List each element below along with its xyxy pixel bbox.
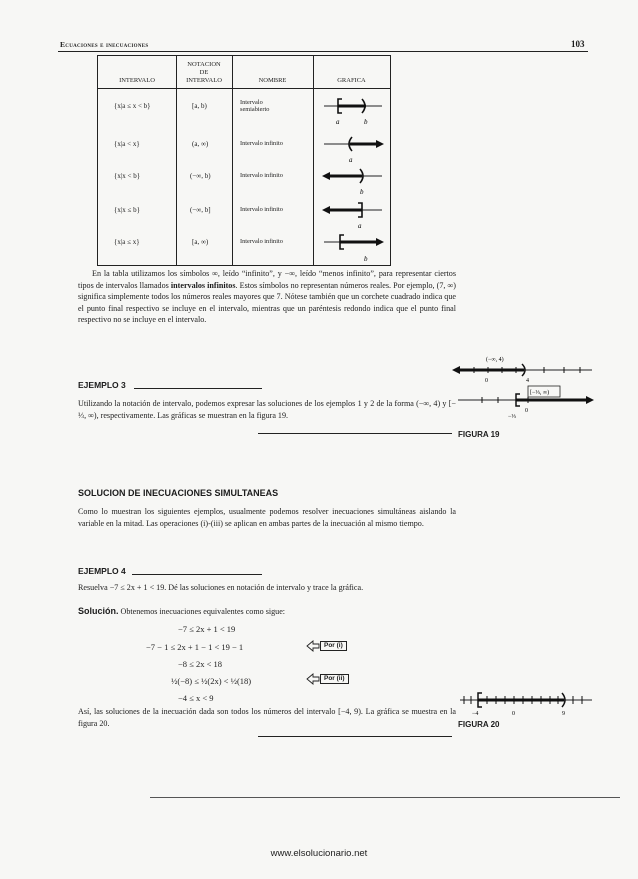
row-3-notation: (−∞, b) [190, 172, 211, 180]
ejemplo-4-solution [78, 606, 456, 618]
section-text: Como lo muestran los siguientes ejemplos, usualmente podemos resolver inecuaciones simultáneas aislando la variable en la mitad. Las operaciones (i)-(iii) se aplican en ambas partes de la inecuación al mismo tiempo. [78, 507, 456, 528]
row-3-interval: {x|x < b} [114, 172, 141, 180]
header-rule [58, 51, 588, 52]
figure-20 [456, 690, 596, 720]
figura-20-caption: FIGURA 20 [458, 720, 500, 729]
page-number: 103 [571, 39, 585, 49]
ejemplo-3-end-rule [258, 433, 452, 434]
row-4-interval: {x|x ≤ b} [114, 206, 140, 214]
paragraph-bold-term: intervalos infinitos [170, 280, 236, 290]
tag-por-ii: Por (ii) [320, 674, 349, 684]
bottom-rule [150, 797, 620, 798]
row-4-name: Intervalo infinito [240, 206, 283, 213]
row-1-name-l2: semiabierto [240, 106, 270, 113]
row-2-notation: (a, ∞) [192, 140, 209, 148]
row-5-label-b: b [364, 255, 368, 263]
row-1-label-b: b [364, 118, 368, 126]
step-3: −8 ≤ 2x < 18 [178, 659, 223, 669]
step-5: −4 ≤ x < 9 [178, 693, 214, 703]
tag-por-i: Por (i) [320, 641, 347, 651]
col-header-notation-l1: NOTACION [187, 61, 221, 68]
row-3-name: Intervalo infinito [240, 172, 283, 179]
row-5-notation: [a, ∞) [192, 238, 209, 246]
col-header-interval: INTERVALO [119, 77, 155, 84]
ejemplo-4-prompt: Resuelva −7 ≤ 2x + 1 < 19. Dé las soluciones en notación de intervalo y trace la gráfica. [78, 583, 364, 592]
step-4: ½(−8) ≤ ½(2x) < ½(18) [171, 676, 252, 686]
footer-url[interactable]: www.elsolucionario.net [270, 848, 368, 859]
row-5-interval: {x|a ≤ x} [114, 238, 140, 246]
fig19-top-tick-0: 0 [485, 378, 488, 384]
row-1-label-a: a [336, 118, 340, 126]
ejemplo-4-rule [132, 574, 262, 575]
solution-label: Solución. [78, 606, 119, 616]
arrow-left-icon [306, 673, 320, 685]
table-header-rule [98, 88, 390, 89]
row-2-interval: {x|a < x} [114, 140, 140, 148]
row-2-graph [320, 128, 386, 164]
fig20-tick-0: 0 [512, 711, 515, 717]
interval-table [97, 55, 391, 266]
col-header-graph: GRAFICA [337, 77, 366, 84]
row-1-interval: {x|a ≤ x < b} [114, 102, 151, 110]
row-4-label-a: a [358, 222, 362, 230]
figure-19 [452, 352, 602, 428]
ejemplo-4-heading: EJEMPLO 4 [78, 566, 126, 576]
fig19-bottom-tick-0: 0 [525, 408, 528, 414]
ejemplo-3-text: Utilizando la notación de intervalo, podemos expresar las soluciones de los ejemplos 1 y 2 de la forma (−∞, 4) y [− ⅓, ∞), respectivamente. Las gráficas se muestran en la figura 19. [78, 399, 456, 420]
running-title: Ecuaciones e inecuaciones [60, 40, 149, 49]
solution-intro: Obtenemos inecuaciones equivalentes como sigue: [120, 607, 286, 616]
row-4-graph [320, 198, 386, 232]
fig19-bottom-label: [−⅓, ∞) [530, 390, 550, 396]
paragraph-infinite-intervals [78, 268, 456, 326]
arrow-left-icon [306, 640, 320, 652]
col-header-notation-l3: INTERVALO [186, 77, 222, 84]
paragraph-text-1: En la tabla utilizamos los símbolos ∞, leído “infinito”, y −∞, leído “menos infinito”, para representar ciertos tipos de intervalos llamados [78, 269, 456, 290]
ejemplo-4-conclusion: Así, las soluciones de la inecuación dada son todos los números del intervalo [−4, 9). La gráfica se muestra en la figura 20. [78, 707, 456, 728]
fig19-bottom-tick-a: −⅓ [508, 414, 516, 420]
row-5-graph [320, 232, 386, 265]
ejemplo-3-heading: EJEMPLO 3 [78, 380, 126, 390]
fig20-tick-m4: −4 [472, 711, 479, 717]
row-2-label-a: a [349, 156, 353, 164]
fig20-tick-9: 9 [562, 711, 565, 717]
step-1: −7 ≤ 2x + 1 < 19 [178, 624, 236, 634]
ejemplo-3-rule [134, 388, 262, 389]
fig19-top-label: (−∞, 4) [486, 357, 504, 363]
row-2-name: Intervalo infinito [240, 140, 283, 147]
row-3-graph [320, 164, 386, 198]
fig19-top-tick-4: 4 [526, 378, 529, 384]
col-header-notation-l2: DE [199, 69, 209, 76]
row-5-name: Intervalo infinito [240, 238, 283, 245]
figura-19-caption: FIGURA 19 [458, 430, 500, 439]
step-2: −7 − 1 ≤ 2x + 1 − 1 < 19 − 1 [146, 642, 244, 652]
paragraph-text-2: . Estos símbolos no representan números reales. Por ejemplo, (7, ∞) significa simplemente todos los números reales mayores que 7. Nótese también que un corchete cuadrado indica que el punto final respectivo se incluye en el intervalo, mientras que un paréntesis redondo indica que el punto final respectivo no se incluye en el intervalo. [78, 280, 456, 324]
col-header-name: NOMBRE [258, 77, 287, 84]
row-4-notation: (−∞, b] [190, 206, 211, 214]
section-heading: SOLUCION DE INECUACIONES SIMULTANEAS [78, 488, 279, 498]
row-3-label-b: b [360, 188, 364, 196]
row-1-name-l1: Intervalo [240, 99, 263, 106]
ejemplo-4-end-rule [258, 736, 452, 737]
row-1-notation: [a, b) [192, 102, 207, 110]
row-1-graph [320, 92, 386, 128]
